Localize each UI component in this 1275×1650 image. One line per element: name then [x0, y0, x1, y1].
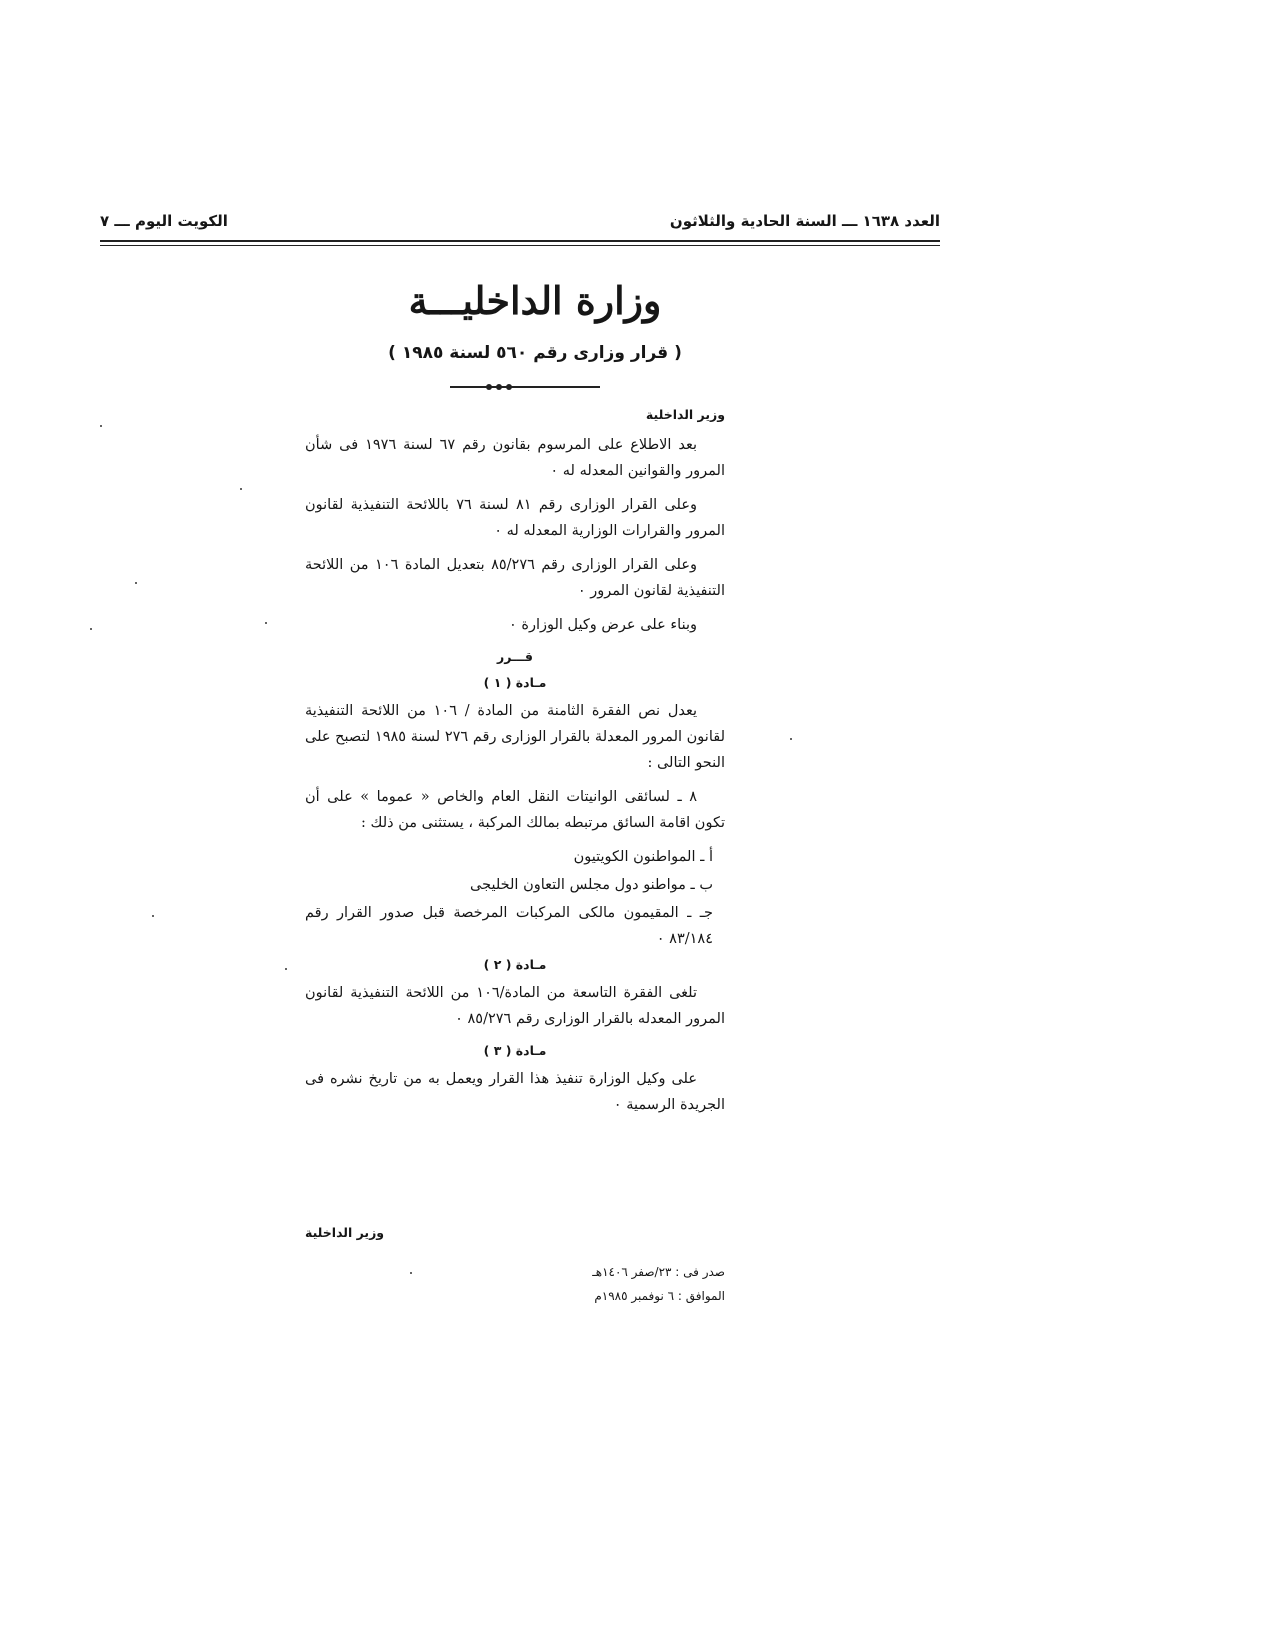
article-1-text: يعدل نص الفقرة الثامنة من المادة / ١٠٦ من اللائحة التنفيذية لقانون المرور المعدلة بالقرار الوزارى رقم ٢٧٦ لسنة ١٩٨٥ لتصبح على النحو التالى :	[305, 703, 725, 771]
publication-name: الكويت اليوم ـــ ٧	[100, 212, 228, 230]
addressee: وزير الداخلية	[645, 407, 725, 422]
article-1-heading: مـادة ( ١ )	[483, 675, 547, 690]
exception-item: جـ ـ المقيمون مالكى المركبات المرخصة قبل صدور القرار رقم ٨٣/١٨٤ ٠	[305, 905, 713, 947]
article-2-heading: مـادة ( ٢ )	[483, 957, 547, 972]
issue-info: العدد ١٦٣٨ ـــ السنة الحادية والثلاثون	[669, 212, 940, 230]
ministry-title: وزارة الداخليـــة	[408, 278, 662, 323]
ornament-divider	[450, 383, 600, 391]
decree-title: ( قرار وزارى رقم ٥٦٠ لسنة ١٩٨٥ )	[388, 343, 682, 363]
scan-speck	[285, 968, 287, 970]
date-block	[305, 1260, 725, 1308]
exception-item: أ ـ المواطنون الكويتيون	[573, 849, 713, 865]
scan-speck	[240, 488, 242, 490]
preamble-paragraph: بعد الاطلاع على المرسوم بقانون رقم ٦٧ لسنة ١٩٧٦ فى شأن المرور والقوانين المعدله له ٠	[305, 437, 725, 479]
preamble-paragraph: وبناء على عرض وكيل الوزارة ٠	[508, 617, 697, 633]
gregorian-date: الموافق : ٦ نوفمبر ١٩٨٥م	[594, 1289, 725, 1303]
header-rule	[100, 240, 940, 242]
decides-heading: قـــرر	[497, 649, 533, 664]
preamble-paragraph: وعلى القرار الوزارى رقم ٨٥/٢٧٦ بتعديل المادة ١٠٦ من اللائحة التنفيذية لقانون المرور ٠	[305, 557, 725, 599]
decree-body	[305, 402, 725, 1126]
article-2-text: تلغى الفقرة التاسعة من المادة/١٠٦ من اللائحة التنفيذية لقانون المرور المعدله بالقرار الوزارى رقم ٨٥/٢٧٦ ٠	[305, 985, 725, 1027]
header-rule-thin	[100, 245, 940, 246]
scan-speck	[90, 628, 92, 630]
scan-speck	[135, 582, 137, 584]
scan-speck	[410, 1272, 412, 1274]
article-3-heading: مـادة ( ٣ )	[483, 1043, 547, 1058]
exception-item: ب ـ مواطنو دول مجلس التعاون الخليجى	[470, 877, 713, 893]
running-header	[100, 212, 940, 242]
scan-speck	[790, 738, 792, 740]
scan-speck	[265, 622, 267, 624]
scan-speck	[100, 425, 102, 427]
article-3-text: على وكيل الوزارة تنفيذ هذا القرار ويعمل به من تاريخ نشره فى الجريدة الرسمية ٠	[305, 1071, 725, 1113]
scan-speck	[152, 915, 154, 917]
preamble-paragraph: وعلى القرار الوزارى رقم ٨١ لسنة ٧٦ باللائحة التنفيذية لقانون المرور والقرارات الوزارية المعدله له ٠	[305, 497, 725, 539]
issue-date: صدر فى : ٢٣/صفر ١٤٠٦هـ	[592, 1265, 725, 1279]
signature: وزير الداخلية	[305, 1225, 385, 1240]
article-1-clause: ٨ ـ لسائقى الوانيتات النقل العام والخاص « عموما » على أن تكون اقامة السائق مرتبطه بمالك المركبة ، يستثنى من ذلك :	[305, 789, 725, 831]
